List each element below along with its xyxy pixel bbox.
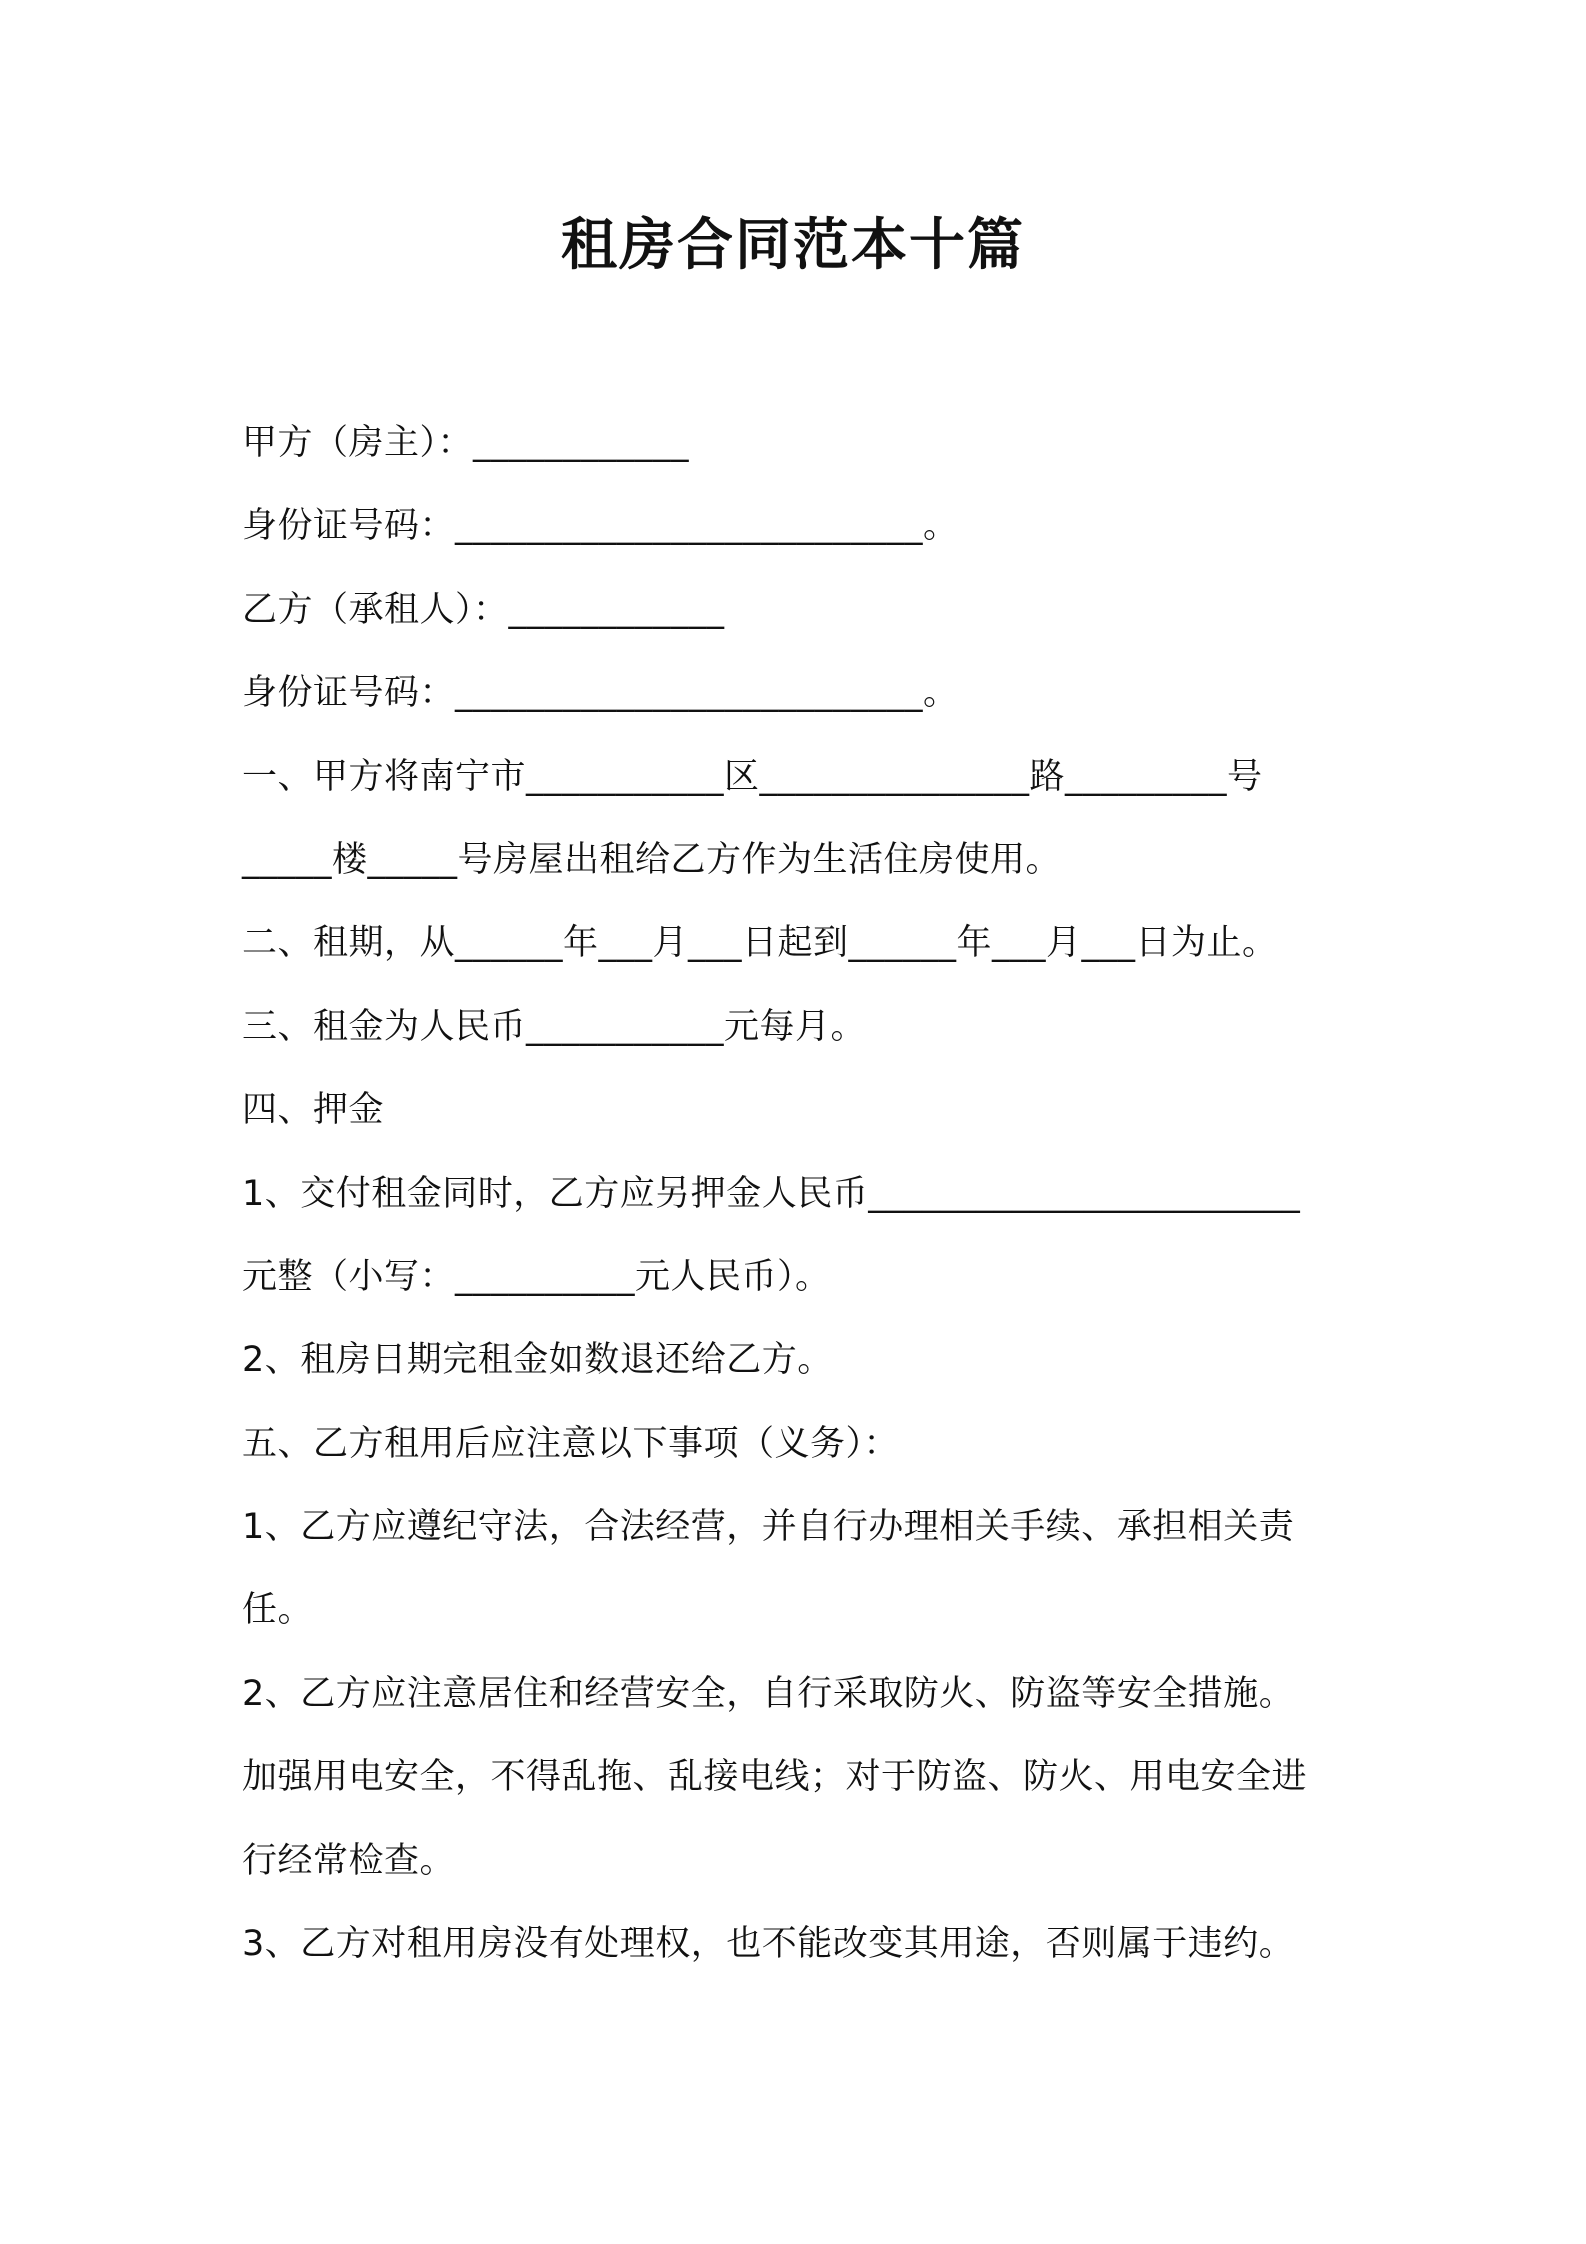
text-line-clause-1-address: 一、甲方将南宁市___________区_______________路_________号 — [242, 756, 1263, 797]
text-line-deposit-2: 2、租房日期完租金如数退还给乙方。 — [242, 1340, 833, 1381]
text-line-obligation-2-end: 行经常检查。 — [242, 1840, 456, 1881]
document-title: 租房合同范本十篇 — [561, 213, 1025, 278]
text-line-clause-4-heading: 四、押金 — [242, 1090, 385, 1131]
text-line-obligation-2: 2、乙方应注意居住和经营安全，自行采取防火、防盗等安全措施。 — [242, 1673, 1295, 1714]
text-line-clause-5-heading: 五、乙方租用后应注意以下事项（义务）： — [242, 1423, 900, 1464]
text-line-obligation-1-cont: 任。 — [242, 1590, 314, 1631]
text-line-clause-1-use: _____楼_____号房屋出租给乙方作为生活住房使用。 — [242, 839, 1062, 880]
text-line-obligation-2-cont: 加强用电安全，不得乱拖、乱接电线；对于防盗、防火、用电安全进 — [242, 1757, 1308, 1798]
text-line-landlord: 甲方（房主）：____________ — [242, 423, 690, 463]
text-line-obligation-3: 3、乙方对租用房没有处理权，也不能改变其用途，否则属于违约。 — [242, 1924, 1295, 1965]
document-body — [242, 402, 1382, 1986]
text-line-tenant-id: 身份证号码：__________________________。 — [242, 673, 959, 714]
text-line-obligation-1: 1、乙方应遵纪守法，合法经营，并自行办理相关手续、承担相关责 — [242, 1507, 1295, 1548]
text-line-tenant: 乙方（承租人）：____________ — [242, 589, 725, 630]
text-line-deposit-1: 1、交付租金同时，乙方应另押金人民币________________________ — [242, 1173, 1301, 1214]
text-line-deposit-1-cont: 元整（小写：__________元人民币）。 — [242, 1256, 831, 1297]
text-line-clause-2-term: 二、租期，从______年___月___日起到______年___月___日为止。 — [242, 923, 1278, 964]
text-line-landlord-id: 身份证号码：__________________________。 — [242, 506, 959, 547]
text-line-clause-3-rent: 三、租金为人民币___________元每月。 — [242, 1006, 867, 1047]
